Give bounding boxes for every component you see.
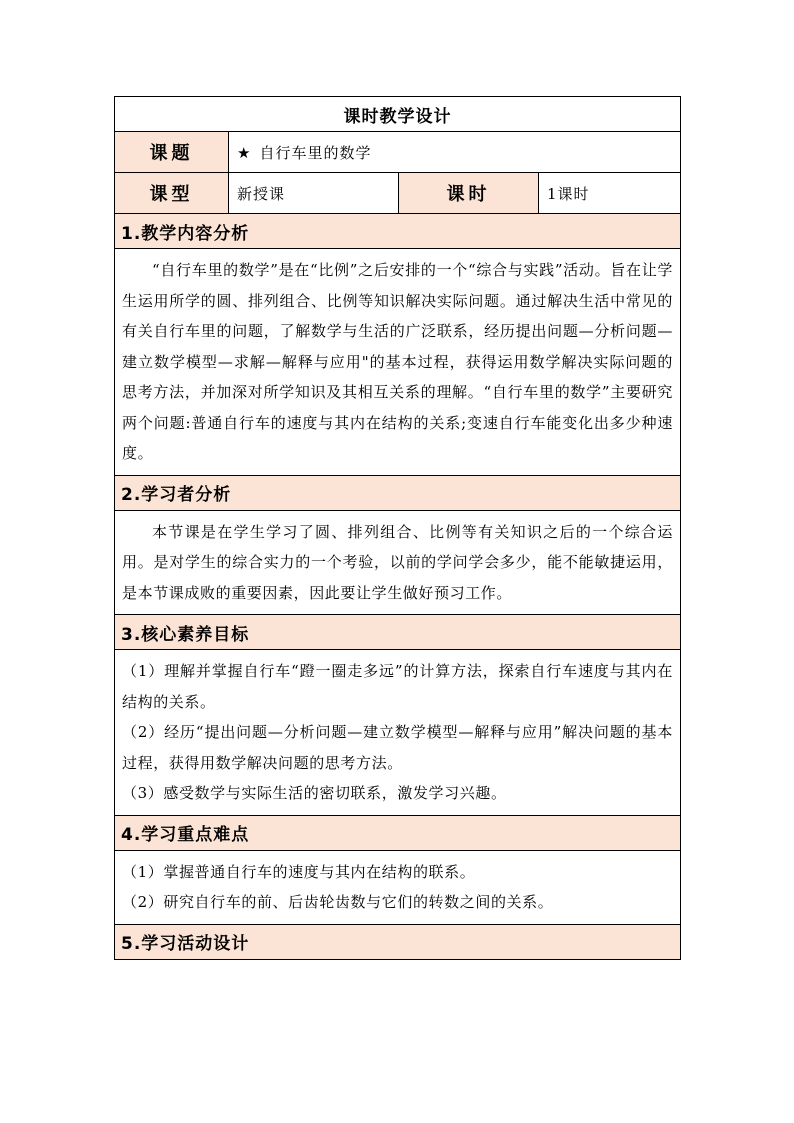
section-body-learner-analysis <box>115 510 681 615</box>
type-label: 课型 <box>115 173 229 214</box>
section-2-head-row <box>115 475 681 510</box>
section-2-body-row <box>115 510 681 615</box>
topic-value: 自行车里的数学 <box>259 143 372 162</box>
section-heading-activity-design: 5.学习活动设计 <box>115 924 681 959</box>
section-heading-core-goals: 3.核心素养目标 <box>115 615 681 650</box>
section-body-core-goals <box>115 650 681 816</box>
section-3-body-row <box>115 650 681 816</box>
goal-item: （1）理解并掌握自行车“蹬一圈走多远”的计算方法，探索自行车速度与其内在结构的关系。 <box>122 662 673 711</box>
learner-analysis-text: 本节课是在学生学习了圆、排列组合、比例等有关知识之后的一个综合运用。是对学生的综合实力的一个考验，以前的学问学会多少，能不能敏捷运用，是本节课成败的重要因素，因此要让学生做好预习工作。 <box>122 522 673 602</box>
topic-row <box>115 132 681 173</box>
section-heading-content-analysis: 1.教学内容分析 <box>115 214 681 249</box>
section-body-content-analysis <box>115 249 681 476</box>
section-heading-key-points: 4.学习重点难点 <box>115 815 681 850</box>
section-1-body-row <box>115 249 681 476</box>
section-1-head-row <box>115 214 681 249</box>
section-heading-learner-analysis: 2.学习者分析 <box>115 475 681 510</box>
topic-value-cell <box>229 132 681 173</box>
goal-item: （3）感受数学与实际生活的密切联系，激发学习兴趣。 <box>122 784 507 802</box>
type-row <box>115 173 681 214</box>
key-point-item: （2）研究自行车的前、后齿轮齿数与它们的转数之间的关系。 <box>122 893 554 911</box>
section-body-key-points <box>115 850 681 924</box>
section-5-head-row <box>115 924 681 959</box>
content-analysis-text: “自行车里的数学”是在“比例”之后安排的一个“综合与实践”活动。旨在让学生运用所学的圆、排列组合、比例等知识解决实际问题。通过解决生活中常见的有关自行车里的问题，了解数学与生活的广泛联系，经历提出问题—分析问题—建立数学模型—求解—解释与应用"的基本过程，获得运用数学解决实际问题的思考方法，并加深对所学知识及其相互关系的理解。“自行车里的数学”主要研究两个问题:普通自行车的速度与其内在结构的关系;变速自行车能变化出多少种速度。 <box>122 261 673 462</box>
topic-label: 课题 <box>115 132 229 173</box>
section-4-head-row <box>115 815 681 850</box>
goal-item: （2）经历“提出问题—分析问题—建立数学模型—解释与应用”解决问题的基本过程，获得用数学解决问题的思考方法。 <box>122 723 673 772</box>
star-icon: ★ <box>237 143 252 162</box>
hours-label: 课时 <box>399 173 539 214</box>
section-4-body-row <box>115 850 681 924</box>
lesson-plan-page <box>114 96 680 960</box>
key-point-item: （1）掌握普通自行车的速度与其内在结构的联系。 <box>122 862 476 881</box>
section-3-head-row <box>115 615 681 650</box>
hours-value: 1课时 <box>539 173 681 214</box>
lesson-plan-table <box>114 96 681 960</box>
table-title: 课时教学设计 <box>115 97 681 132</box>
type-value: 新授课 <box>229 173 399 214</box>
title-row <box>115 97 681 132</box>
